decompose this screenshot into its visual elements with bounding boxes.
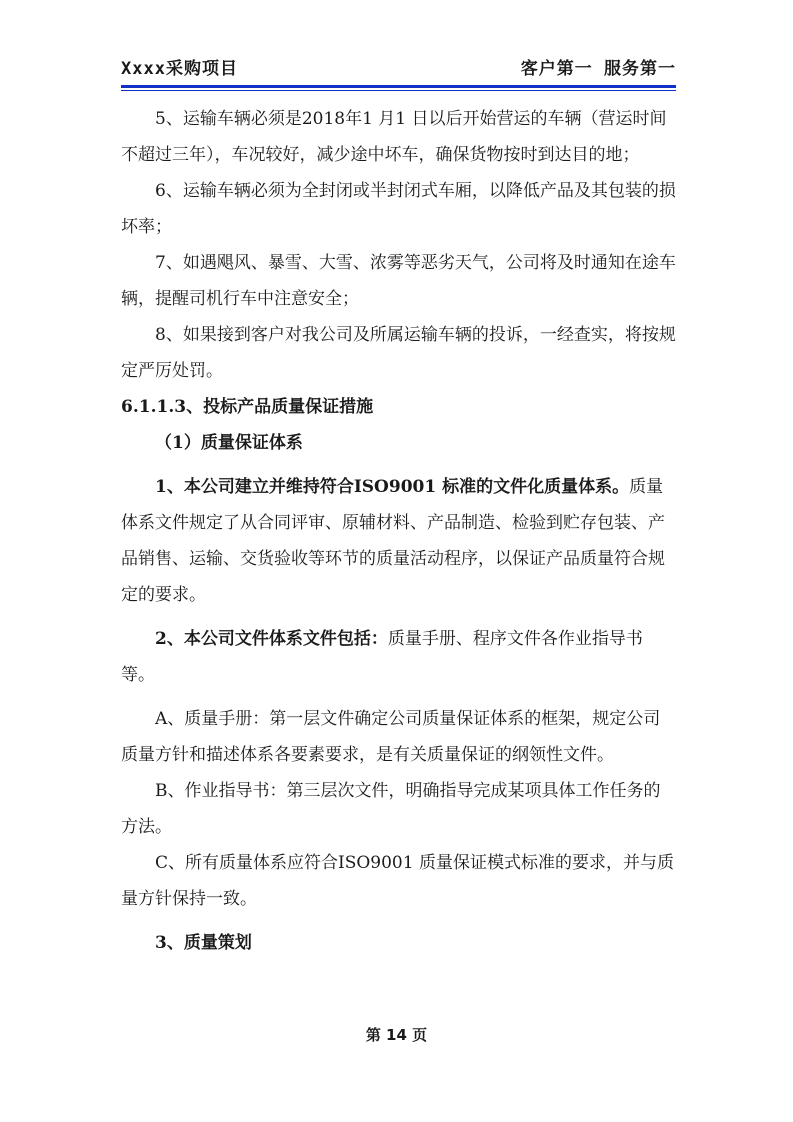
page-header [121, 56, 676, 82]
paragraph-item-2 [121, 621, 676, 693]
paragraph-item-b: B、作业指导书：第三层次文件，明确指导完成某项具体工作任务的方法。 [121, 781, 661, 837]
paragraph-item-3-heading: 3、质量策划 [155, 933, 252, 953]
paragraph-item-c: C、所有质量体系应符合ISO9001 质量保证模式标准的要求，并与质量方针保持一致。 [121, 853, 674, 909]
document-body [121, 101, 676, 961]
header-project-title: Xxxx采购项目 [121, 59, 238, 79]
item-2-lead: 2、本公司文件体系文件包括： [155, 629, 388, 649]
header-rule-thick [121, 85, 676, 88]
header-slogan: 客户第一 服务第一 [520, 59, 676, 79]
paragraph-item-7: 7、如遇飓风、暴雪、大雪、浓雾等恶劣天气，公司将及时通知在途车辆，提醒司机行车中注意安全； [121, 253, 676, 309]
page-number: 第 14 页 [365, 1026, 428, 1044]
paragraph-item-6: 6、运输车辆必须为全封闭或半封闭式车厢，以降低产品及其包装的损坏率； [121, 181, 676, 237]
item-2-text: 质量手册、程序文件各作业指导书等。 [121, 629, 643, 685]
section-heading: 6.1.1.3、投标产品质量保证措施 [121, 397, 374, 417]
paragraph-item-a: A、质量手册：第一层文件确定公司质量保证体系的框架，规定公司质量方针和描述体系各要素要求，是有关质量保证的纲领性文件。 [121, 709, 661, 765]
subsection-heading: （1）质量保证体系 [155, 433, 303, 453]
paragraph-item-1 [121, 469, 676, 613]
item-1-lead: 1、本公司建立并维持符合ISO9001 标准的文件化质量体系。 [155, 477, 630, 497]
header-rule-thin [121, 90, 676, 91]
paragraph-item-8: 8、如果接到客户对我公司及所属运输车辆的投诉，一经查实，将按规定严厉处罚。 [121, 325, 676, 381]
item-1-text: 质量体系文件规定了从合同评审、原辅材料、产品制造、检验到贮存包装、产品销售、运输、交货验收等环节的质量活动程序，以保证产品质量符合规定的要求。 [121, 477, 665, 605]
paragraph-item-5: 5、运输车辆必须是2018年1 月1 日以后开始营运的车辆（营运时间不超过三年），车况较好，减少途中坏车，确保货物按时到达目的地； [121, 109, 667, 165]
